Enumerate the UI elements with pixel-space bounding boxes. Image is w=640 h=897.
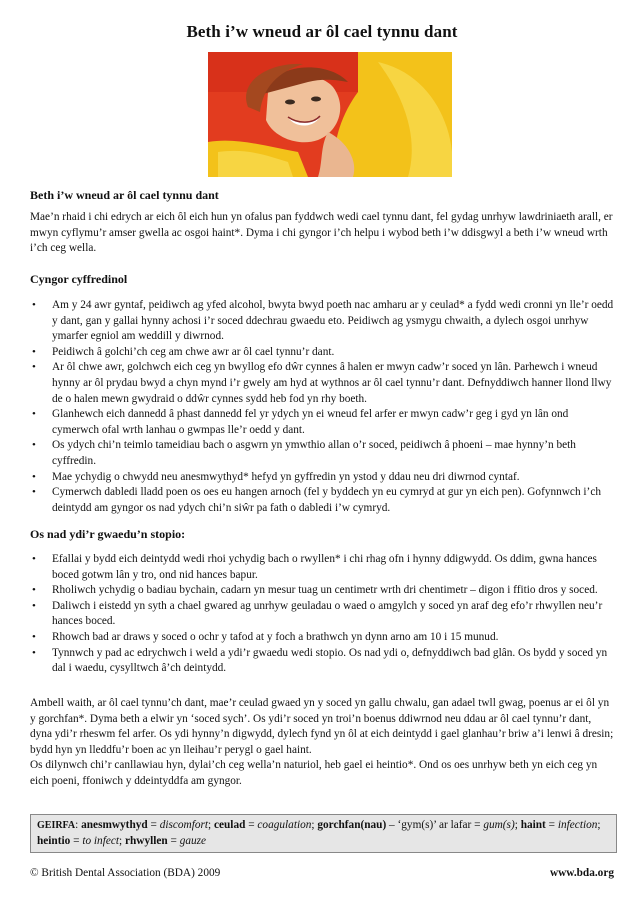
bleeding-list bbox=[30, 552, 614, 677]
header-photo bbox=[208, 52, 452, 177]
glossary-def: gum(s) bbox=[483, 819, 515, 831]
glossary-term: haint bbox=[520, 819, 546, 831]
copyright-text: © British Dental Association (BDA) 2009 bbox=[30, 867, 221, 879]
glossary-def: infection bbox=[557, 819, 598, 831]
glossary-term: heintio bbox=[37, 834, 71, 847]
smiling-woman-illustration bbox=[208, 52, 452, 177]
intro-paragraph: Mae’n rhaid i chi edrych ar eich ôl eich hun yn ofalus pan fyddwch wedi cael tynnu dant, fel gydag unrhyw lawdriniaeth arall, er mwyn cyflymu’r amser gwella ac osgoi haint*. Dyma i chi gyngor i’ch helpu i wybod beth i’w ddisgwyl a beth i’w wneud wrth i’ch ceg wella. bbox=[30, 211, 613, 255]
list-item: • Os ydych chi’n teimlo tameidiau bach o asgwrn yn ymwthio allan o’r soced, peidiwch â phoeni – mae hynny’n beth cyffredin. bbox=[30, 438, 614, 469]
glossary-colon: : bbox=[75, 819, 79, 831]
glossary-def: to infect bbox=[82, 834, 120, 847]
glossary-eq: – ‘gym(s)’ ar lafar = bbox=[386, 819, 484, 831]
glossary-term: ceulad bbox=[214, 819, 246, 831]
glossary-sep: ; bbox=[208, 819, 214, 831]
glossary-eq: = bbox=[545, 819, 558, 831]
general-advice-heading: Cyngor cyffredinol bbox=[30, 272, 128, 286]
list-item: • Mae ychydig o chwydd neu anesmwythyd* hefyd yn gyffredin yn ystod y ddau neu dri diwrnod cyntaf. bbox=[30, 470, 614, 486]
list-item: • Am y 24 awr gyntaf, peidiwch ag yfed alcohol, bwyta bwyd poeth nac amharu ar y ceulad* a fydd wedi cronni yn lle’r oedd y dant, gan y gallai hynny achosi i’r soced ddechrau gwaedu eto. Peidiwch ag ysmygu chwaith, a dylech osgoi unrhyw ymarfer egniol am weddill y diwrnod. bbox=[30, 298, 614, 345]
list-item: • Rhowch bad ar draws y soced o ochr y tafod at y foch a brathwch yn dynn arno am 10 i 15 munud. bbox=[30, 630, 614, 646]
bleeding-heading: Os nad ydi’r gwaedu’n stopio: bbox=[30, 527, 186, 541]
list-item: • Cymerwch dabledi lladd poen os oes eu hangen arnoch (fel y byddech yn eu cymryd at gur yn eich pen). Gofynnwch i’ch deintydd am gyngor os nad ydych chi’n siŵr pa fath o dabledi i’w cymryd. bbox=[30, 485, 614, 516]
glossary-def: coagulation bbox=[257, 819, 312, 831]
list-item: • Glanhewch eich dannedd â phast dannedd fel yr ydych yn ei wneud fel arfer er mwyn cadw’r geg i gyd yn lân ond cymerwch ofal wrth lanhau o gwmpas lle’r oedd y dant. bbox=[30, 407, 614, 438]
glossary-sep: ; bbox=[119, 834, 125, 847]
glossary-eq: = bbox=[167, 834, 180, 847]
general-advice-list bbox=[30, 298, 614, 516]
list-item: • Peidiwch â golchi’ch ceg am chwe awr ar ôl cael tynnu’r dant. bbox=[30, 345, 614, 361]
glossary-box bbox=[30, 814, 617, 853]
glossary-sep: ; bbox=[514, 819, 521, 831]
glossary-eq: = bbox=[245, 819, 258, 831]
list-item: • Daliwch i eistedd yn syth a chael gwared ag unrhyw geuladau o waed o amgylch y soced yn araf deg efo’r rhwyllen neu’r hances boced. bbox=[30, 599, 614, 630]
page-title: Beth i’w wneud ar ôl cael tynnu dant bbox=[186, 22, 458, 41]
list-item: • Ar ôl chwe awr, golchwch eich ceg yn bwyllog efo dŵr cynnes â halen er mwyn cadw’r soced yn lân. Parhewch i wneud hynny ar ôl prydau bwyd a chyn mynd i’r gwely am hyd at wythnos ar ôl cael tynnu’r dant. Defnyddiwch hanner llond llwy de o halen mewn gwydraid o ddŵr cynnes sydd heb fod yn rhy boeth. bbox=[30, 360, 614, 407]
website-link[interactable]: www.bda.org bbox=[549, 867, 614, 879]
glossary-label: GEIRFA bbox=[37, 820, 76, 831]
intro-heading: Beth i’w wneud ar ôl cael tynnu dant bbox=[30, 188, 219, 202]
closing-paragraph: Os dilynwch chi’r canllawiau hyn, dylai’ch ceg wella’n naturiol, heb gael ei heintio*. Ond os oes unrhyw beth yn eich ceg yn eich poeni, ffoniwch y ddeintyddfa am gyngor. bbox=[30, 759, 598, 787]
glossary-sep: ; bbox=[597, 819, 601, 831]
glossary-eq: = bbox=[70, 834, 83, 847]
glossary-def: gauze bbox=[179, 834, 207, 847]
glossary-eq: = bbox=[147, 819, 160, 831]
glossary-def: discomfort bbox=[159, 819, 209, 831]
glossary-term: rhwyllen bbox=[125, 834, 168, 847]
list-item: • Efallai y bydd eich deintydd wedi rhoi ychydig bach o rwyllen* i chi rhag ofn i hynny ddigwydd. Os ddim, gwna hances boced gotwm lân y tro, ond nid hances bapur. bbox=[30, 552, 614, 583]
list-item: • Tynnwch y pad ac edrychwch i weld a ydi’r gwaedu wedi stopio. Os nad ydi o, defnyddiwch bad glân. Os bydd y soced yn dal i waedu, cysylltwch â’ch deintydd. bbox=[30, 646, 614, 677]
list-item: • Rholiwch ychydig o badiau bychain, cadarn yn mesur tuag un centimetr wrth dri chentimetr – digon i ffitio dros y soced. bbox=[30, 583, 614, 599]
glossary-sep: ; bbox=[311, 819, 318, 831]
glossary-term: anesmwythyd bbox=[81, 819, 148, 831]
dry-socket-paragraph: Ambell waith, ar ôl cael tynnu’ch dant, mae’r ceulad gwaed yn y soced yn gallu chwalu, gan adael twll gwag, poenus ar ei ôl yn y gorchfan*. Dyma beth a elwir yn ‘soced sych’. Os ydi’r soced yn troi’n boenus ddiwrnod neu ddau ar ôl cael tynnu’r dant, dyna ydi’r rheswm fel arfer. Os ydi hynny’n digwydd, dylech fynd yn ôl at eich deintydd i gael glanhau’r briw a’i lenwi â dresin; bydd hyn yn lleddfu’r boen ac yn lleihau’r perygl o gael haint. bbox=[30, 697, 614, 756]
glossary-term: gorchfan(nau) bbox=[317, 819, 387, 831]
